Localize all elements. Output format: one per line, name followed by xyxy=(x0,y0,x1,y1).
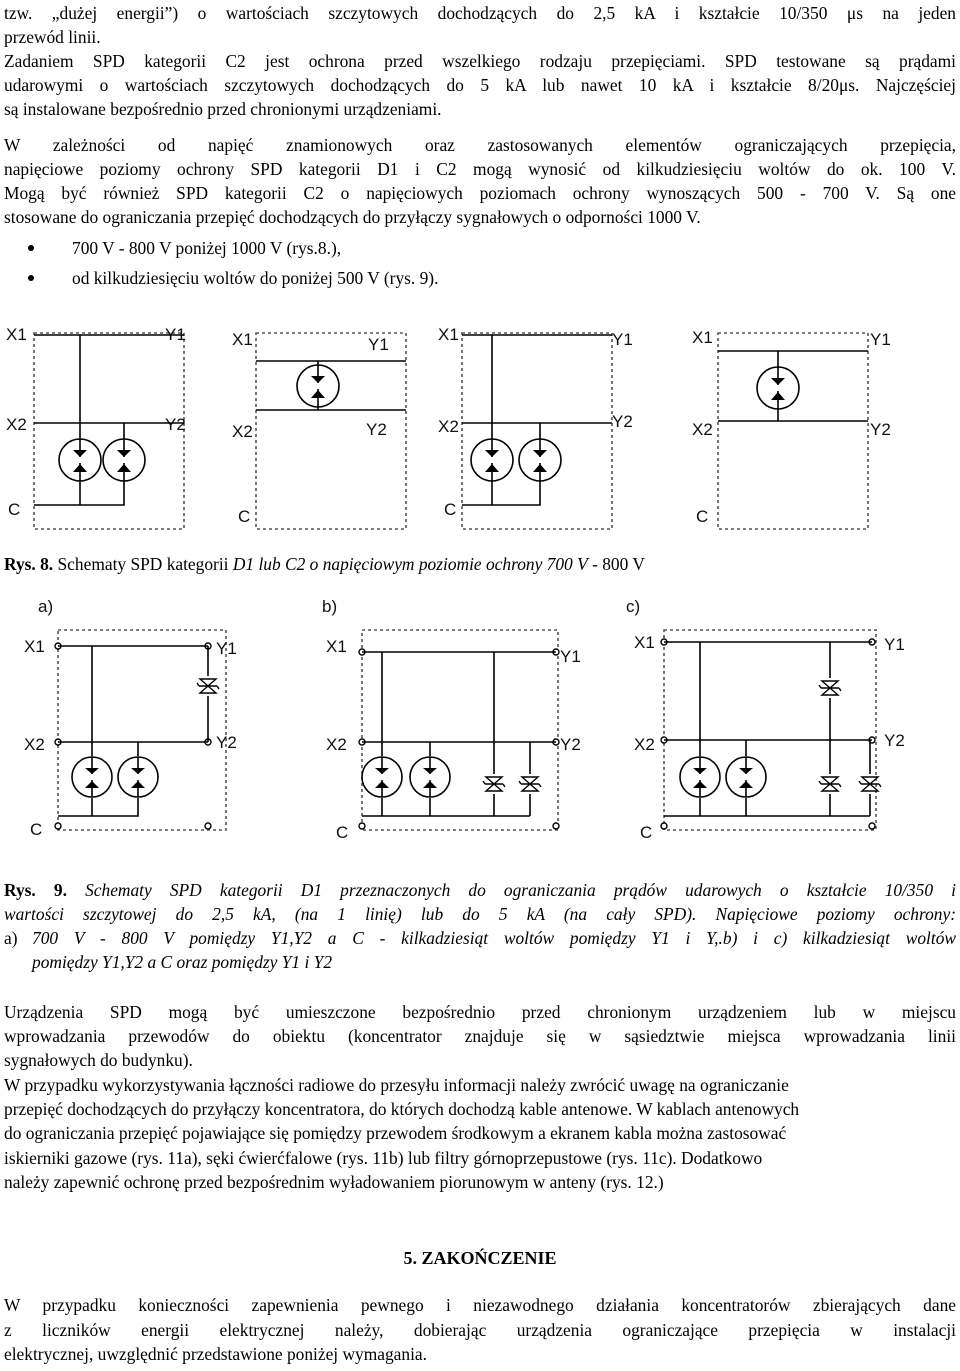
section-heading: 5. ZAKOŃCZENIE xyxy=(403,1248,557,1268)
text-line: przepięć dochodzących do przyłączy koncentratora, do których dochodzą kable antenowe. W kablach antenowych xyxy=(4,1099,800,1119)
figure-9-caption-line: wartości szczytowej do 2,5 kA, (na 1 linię) lub do 5 kA (na cały SPD). Napięciowe poziomy ochrony: xyxy=(4,904,956,924)
text-line: tzw. „dużej energii”) o wartościach szczytowych dochodzących do 2,5 kA i kształcie 10/350 μs na jeden xyxy=(4,3,956,23)
terminal-label-x2: X2 xyxy=(438,417,459,436)
device-outline xyxy=(362,630,558,830)
text-line: Zadaniem SPD kategorii C2 jest ochrona przed wszelkiego rodzaju przepięciami. SPD testowane są prądami xyxy=(4,51,956,71)
figure-8-caption xyxy=(4,552,645,577)
tvs-diode-icon xyxy=(819,681,841,695)
figure-9-caption-line: pomiędzy Y1,Y2 a C oraz pomiędzy Y1 i Y2 xyxy=(32,952,333,972)
terminal-label-y2: Y2 xyxy=(216,733,237,752)
figure-number: Rys. 8. xyxy=(4,554,54,574)
caption-italic-text: Schematy SPD kategorii D1 przeznaczonych do ograniczania prądów udarowych o kształcie 10/350 i xyxy=(85,880,956,900)
gas-discharge-tube-icon xyxy=(471,439,513,481)
schematic-9a xyxy=(24,630,237,839)
text-line: W zależności od napięć znamionowych oraz zastosowanych elementów ograniczających przepięcia, xyxy=(4,135,956,155)
terminal-label-c: C xyxy=(30,820,43,839)
gas-discharge-tube-icon xyxy=(59,439,101,481)
text-line: są instalowane bezpośrednio przed chronionymi urządzeniami. xyxy=(4,99,442,119)
text-line: do ograniczania przepięć pojawiające się pomiędzy przewodem środkowym a ekranem kabla można zastosować xyxy=(4,1123,787,1143)
device-outline xyxy=(664,630,876,830)
figure-8-diagram xyxy=(0,315,960,545)
text-line: należy zapewnić ochronę przed bezpośrednim wyładowaniem piorunowym w anteny (rys. 12.) xyxy=(4,1172,664,1192)
terminal-label-x1: X1 xyxy=(438,325,459,344)
terminal-label-y2: Y2 xyxy=(165,415,186,434)
device-outline xyxy=(462,333,612,529)
gas-discharge-tube-icon xyxy=(72,757,112,797)
device-outline xyxy=(34,333,184,529)
terminal-label-x2: X2 xyxy=(692,420,713,439)
bullet-text: 700 V - 800 V poniżej 1000 V (rys.8.), xyxy=(72,238,342,258)
terminal-label-y1: Y1 xyxy=(612,330,633,349)
terminal-label-x1: X1 xyxy=(692,328,713,347)
terminal-label-x2: X2 xyxy=(326,735,347,754)
terminal-label-c: C xyxy=(444,500,457,519)
gas-discharge-tube-icon xyxy=(519,439,561,481)
figure-9a-label: a) xyxy=(38,597,54,616)
gas-discharge-tube-icon xyxy=(410,757,450,797)
terminal-label-x1: X1 xyxy=(634,633,655,652)
figure-9-caption-line xyxy=(4,926,956,951)
text-line: napięciowe poziomy ochrony SPD kategorii D1 i C2 mogą wynosić od kilkudziesięciu woltów do ok. 100 V. xyxy=(4,159,956,179)
terminal-label-c: C xyxy=(640,823,653,842)
text-line: Mogą być również SPD kategorii C2 o napięciowych poziomach ochrony wynoszących 500 - 700 V. Są one xyxy=(4,183,956,203)
terminal-label-c: C xyxy=(238,507,251,526)
text-line: z liczników energii elektrycznej należy, dobierając urządzenia ograniczające przepięcia w instalacji xyxy=(4,1320,956,1340)
caption-italic-text: D1 lub C2 o napięciowym poziomie ochrony 700 V xyxy=(232,554,588,574)
bullet-text: od kilkudziesięciu woltów do poniżej 500 V (rys. 9). xyxy=(72,268,439,288)
terminal-label-c: C xyxy=(8,500,21,519)
gas-discharge-tube-icon xyxy=(757,367,799,409)
figure-9-caption-line xyxy=(4,878,956,903)
caption-italic-text: 700 V - 800 V pomiędzy Y1,Y2 a C - kilkadziesiąt woltów pomiędzy Y1 i Y,.b) i c) kilkadziesiąt woltów xyxy=(32,928,956,948)
figure-9b-label: b) xyxy=(322,597,338,616)
gas-discharge-tube-icon xyxy=(362,757,402,797)
schematic-9c xyxy=(634,630,905,842)
gas-discharge-tube-icon xyxy=(118,757,158,797)
terminal-label-x1: X1 xyxy=(326,637,347,656)
terminal-label-c: C xyxy=(336,823,349,842)
terminal-label-y2: Y2 xyxy=(560,735,581,754)
text-line: elektrycznej, uwzględnić przedstawione poniżej wymagania. xyxy=(4,1344,427,1364)
terminal-label-x2: X2 xyxy=(232,422,253,441)
text-line: przewód linii. xyxy=(4,27,101,47)
gas-discharge-tube-icon xyxy=(726,757,766,797)
tvs-diode-icon xyxy=(519,777,541,791)
text-line: sygnałowych do budynku). xyxy=(4,1050,193,1070)
terminal-label-y1: Y1 xyxy=(368,335,389,354)
tvs-diode-icon xyxy=(483,777,505,791)
device-outline xyxy=(718,333,868,529)
terminal-label-c: C xyxy=(696,507,709,526)
bullet-item xyxy=(28,236,341,260)
gas-discharge-tube-icon xyxy=(680,757,720,797)
schematic-9b xyxy=(326,630,581,842)
terminal-label-y2: Y2 xyxy=(870,420,891,439)
terminal-label-y1: Y1 xyxy=(560,647,581,666)
terminal-label-y2: Y2 xyxy=(884,731,905,750)
device-outline xyxy=(58,630,226,830)
text-line: iskierniki gazowe (rys. 11a), sęki ćwierćfalowe (rys. 11b) lub filtry górnoprzepustowe (rys. 11c). Dodatkowo xyxy=(4,1148,763,1168)
text-line: W przypadku wykorzystywania łączności radiowe do przesyłu informacji należy zwrócić uwagę na ograniczanie xyxy=(4,1075,789,1095)
terminal-label-x1: X1 xyxy=(24,637,45,656)
terminal-label-x2: X2 xyxy=(6,415,27,434)
terminal-label-y1: Y1 xyxy=(884,635,905,654)
schematic-8d xyxy=(692,328,891,529)
terminal-label-x2: X2 xyxy=(634,735,655,754)
terminal-label-y1: Y1 xyxy=(165,325,186,344)
figure-9c-label: c) xyxy=(626,597,641,616)
caption-text: - 800 V xyxy=(587,554,645,574)
bullet-dot xyxy=(28,275,34,281)
terminal-label-x1: X1 xyxy=(232,330,253,349)
schematic-8b xyxy=(232,330,406,529)
text-line: W przypadku konieczności zapewnienia pewnego i niezawodnego działania koncentratorów zbierających dane xyxy=(4,1295,956,1315)
list-marker: a) xyxy=(4,928,18,948)
text-line: stosowane do ograniczania przepięć dochodzących do przyłączy sygnałowych o odporności 1000 V. xyxy=(4,207,701,227)
bullet-dot xyxy=(28,245,34,251)
schematic-8c xyxy=(438,325,633,529)
bullet-item xyxy=(28,266,438,290)
text-line: Urządzenia SPD mogą być umieszczone bezpośrednio przed chronionym urządzeniem lub w miejscu xyxy=(4,1002,956,1022)
terminal-label-x1: X1 xyxy=(6,325,27,344)
text-line: wprowadzania przewodów do obiektu (koncentrator znajduje się w sąsiedztwie miejsca wprowadzania linii xyxy=(4,1026,956,1046)
terminal-label-y2: Y2 xyxy=(366,420,387,439)
tvs-diode-icon xyxy=(859,777,881,791)
terminal-label-x2: X2 xyxy=(24,735,45,754)
terminal-label-y1: Y1 xyxy=(870,330,891,349)
gas-discharge-tube-icon xyxy=(297,365,339,407)
figure-number: Rys. 9. xyxy=(4,880,67,900)
caption-text: Schematy SPD kategorii xyxy=(57,554,233,574)
terminal-label-y2: Y2 xyxy=(612,412,633,431)
text-line: udarowymi o wartościach szczytowych dochodzących do 5 kA lub nawet 10 kA i kształcie 8/20μs. Najczęściej xyxy=(4,75,956,95)
figure-9-diagram xyxy=(0,590,960,850)
terminal-label-y1: Y1 xyxy=(216,639,237,658)
tvs-diode-icon xyxy=(197,679,219,693)
gas-discharge-tube-icon xyxy=(103,439,145,481)
tvs-diode-icon xyxy=(819,777,841,791)
schematic-8a xyxy=(6,325,186,529)
